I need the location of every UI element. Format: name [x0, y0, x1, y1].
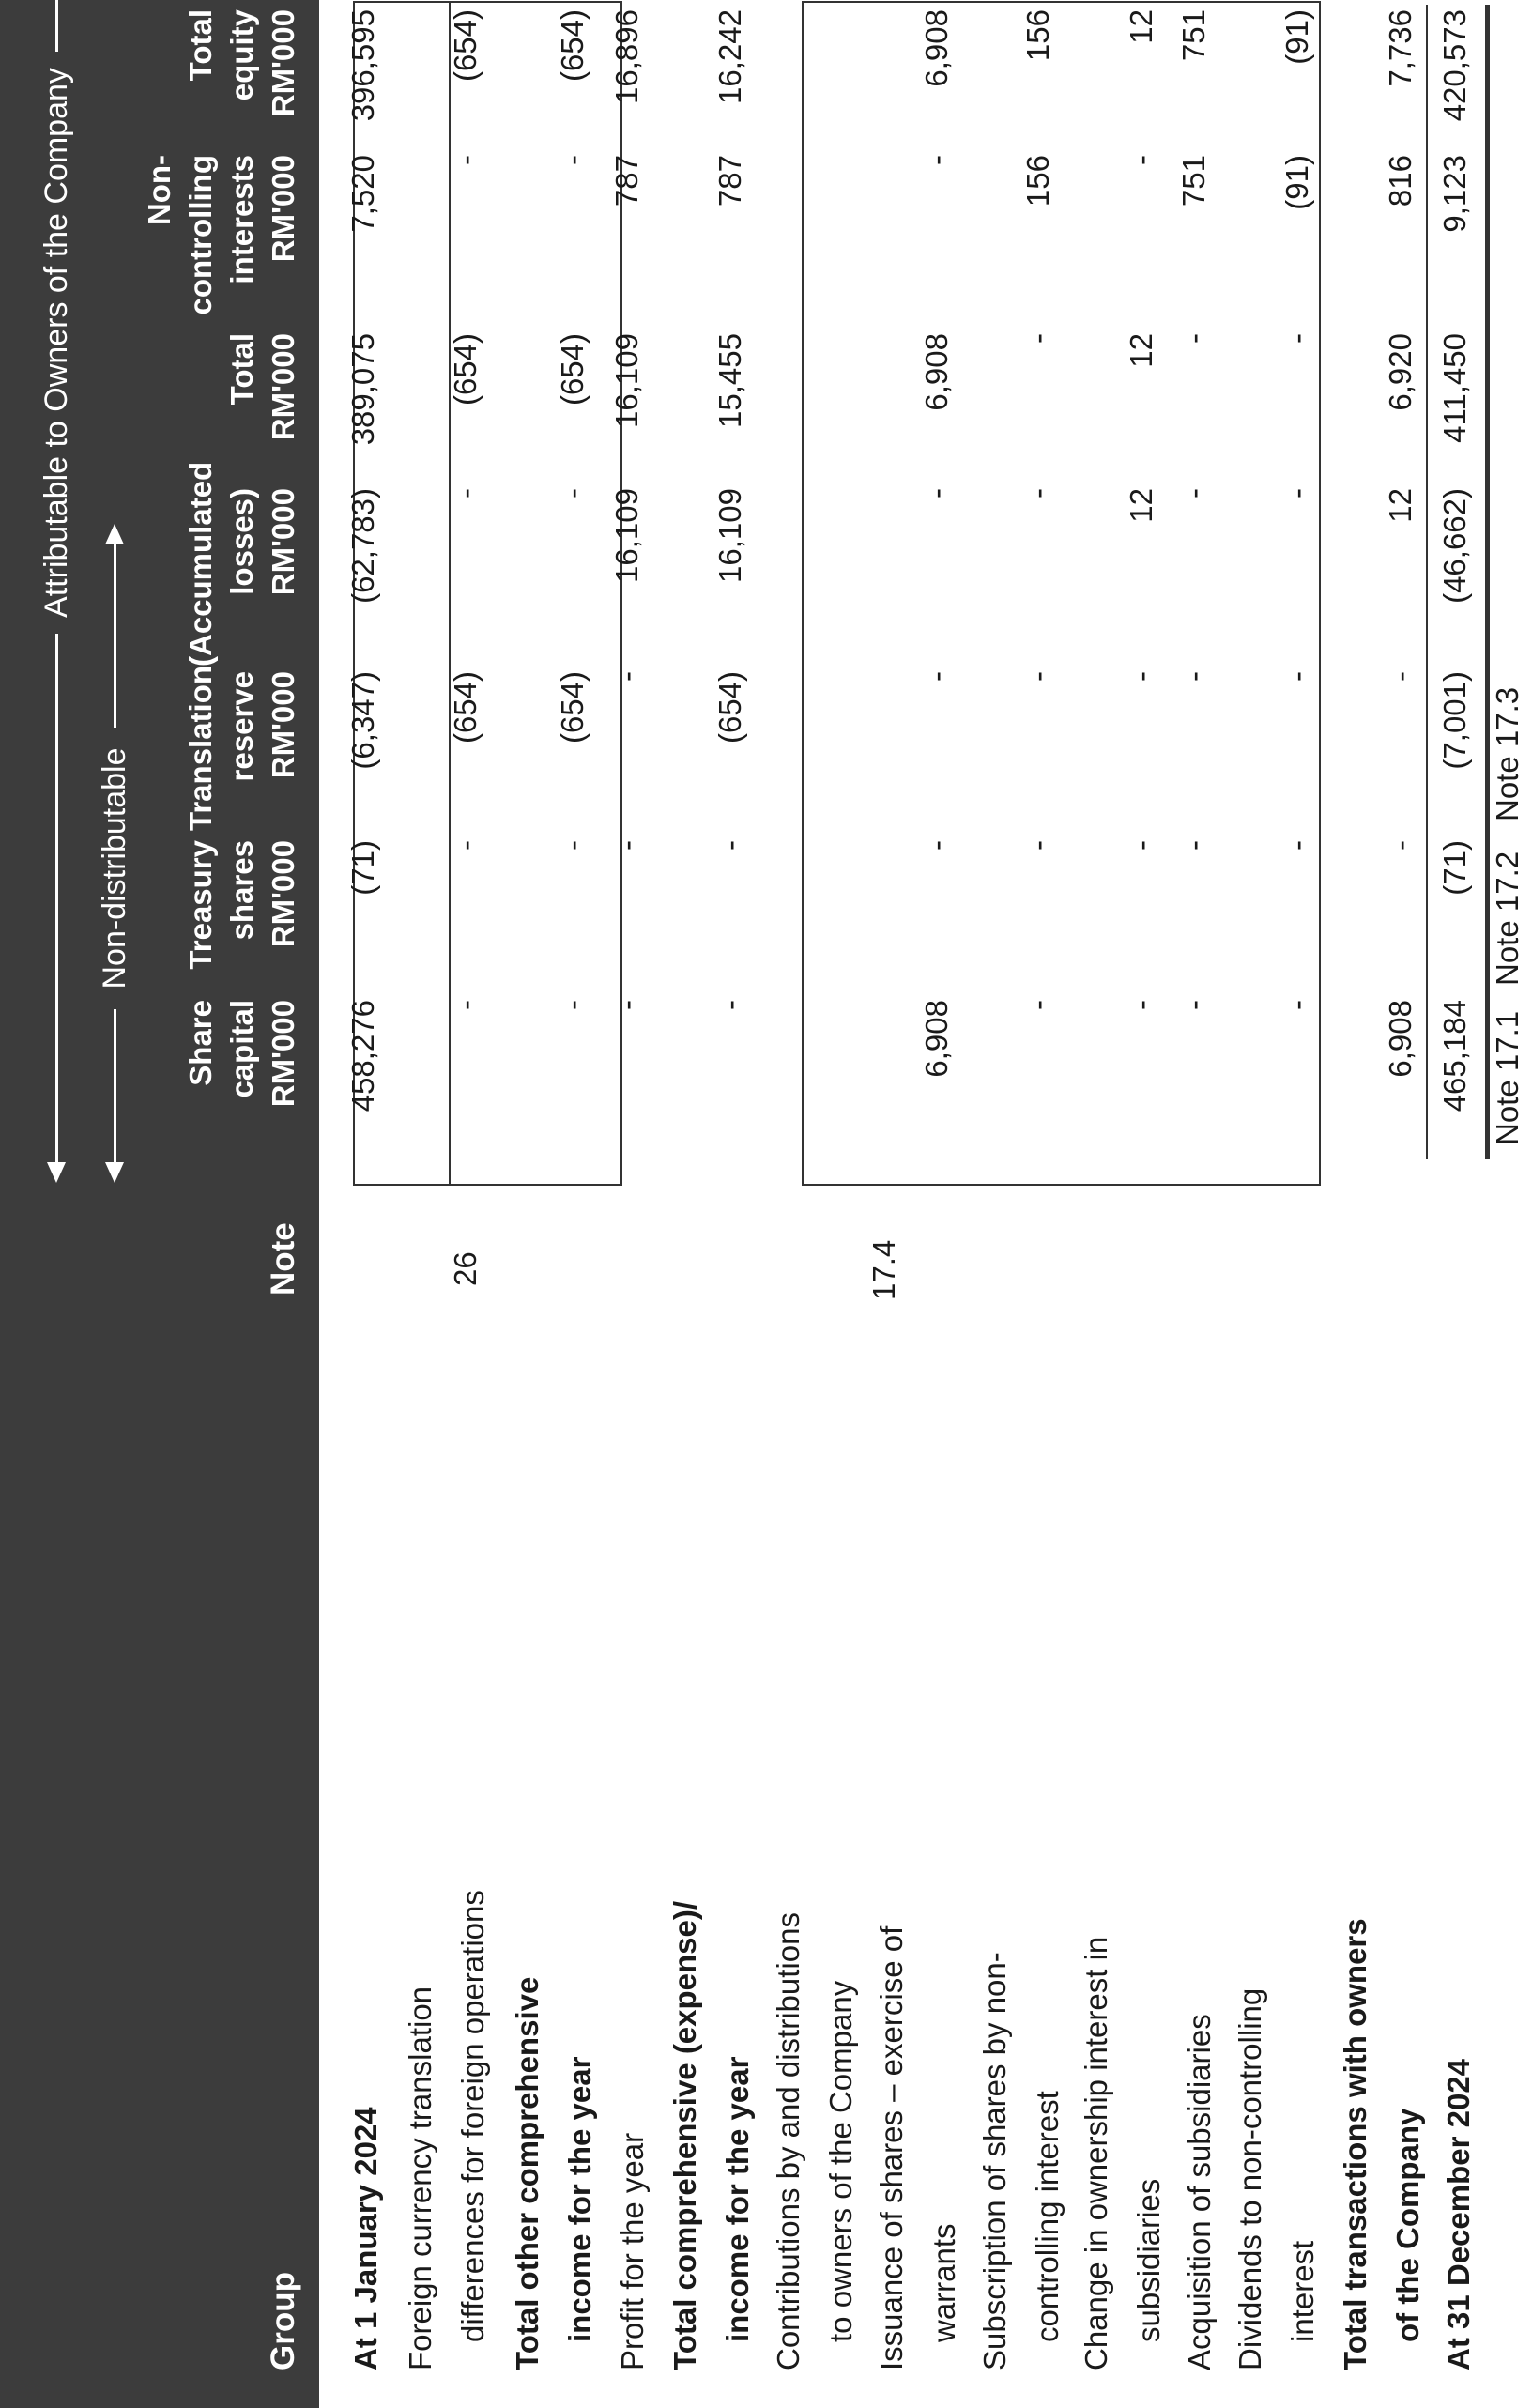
value-cell: (654): [448, 671, 483, 744]
col-header-line: Total: [224, 333, 259, 406]
nondistributable-arrow-right: [114, 540, 116, 728]
value-cell: 465,184: [1437, 1000, 1472, 1112]
row-label-text: At 31 December 2024: [1441, 2058, 1476, 2370]
row-label-text: Contributions by and distributions: [771, 1912, 805, 2370]
col-header-line: controlling: [183, 155, 218, 315]
row-label: [1173, 2014, 1226, 2370]
value-cell: -: [1176, 1000, 1211, 1010]
value-cell: -: [609, 1000, 644, 1010]
value-cell: 12: [1124, 9, 1158, 44]
nondistributable-heading: Non-distributable: [97, 747, 132, 989]
value-cell: -: [1124, 671, 1158, 682]
row-label-text: Total comprehensive (expense)/: [667, 1900, 702, 2370]
row-label-text: interest: [1285, 2240, 1320, 2342]
col-header-line: (Accumulated: [183, 461, 218, 667]
row-label-text: Foreign currency translation: [403, 1986, 437, 2370]
value-cell: -: [1176, 671, 1211, 682]
row-label-text: At 1 January 2024: [348, 2107, 383, 2370]
col-header-line: capital: [224, 1000, 259, 1098]
row-label-text: warrants: [927, 2223, 961, 2342]
row-label: [1224, 1988, 1329, 2370]
value-cell: -: [555, 155, 590, 165]
row-label-text: of the Company: [1390, 2108, 1425, 2342]
row-label: [340, 2107, 392, 2370]
value-cell: 7,736: [1383, 9, 1417, 87]
col-total-header: [222, 333, 304, 455]
value-cell: (62,783): [345, 488, 380, 604]
value-cell: 6,908: [1383, 1000, 1417, 1078]
col-header-line: Translation: [183, 665, 218, 831]
value-cell: -: [1176, 488, 1211, 498]
value-cell: -: [1020, 1000, 1055, 1010]
arrow-head-right-icon: [105, 524, 124, 544]
row-note: 17.4: [866, 1239, 901, 1300]
value-cell: 16,109: [609, 488, 644, 583]
row-label-text: income for the year: [720, 2056, 755, 2342]
value-cell: -: [1124, 840, 1158, 851]
footnote-treasury-shares: Note 17.2: [1490, 851, 1524, 986]
value-cell: -: [609, 840, 644, 851]
value-cell: -: [1279, 333, 1314, 344]
value-cell: 396,595: [345, 9, 380, 122]
value-cell: 420,573: [1437, 9, 1472, 122]
value-cell: -: [448, 1000, 483, 1010]
transactions-box: [802, 1, 1321, 1186]
row-label-text: Subscription of shares by non-: [977, 1952, 1012, 2370]
value-cell: -: [1020, 671, 1055, 682]
value-cell: 12: [1124, 488, 1158, 523]
value-cell: (91): [1279, 155, 1314, 210]
attributable-heading: Attributable to Owners of the Company: [38, 68, 74, 618]
row-label-text: to owners of the Company: [823, 1980, 858, 2342]
value-cell: (71): [1437, 840, 1472, 896]
value-cell: -: [1124, 1000, 1158, 1010]
value-cell: 816: [1383, 155, 1417, 207]
value-cell: -: [1383, 840, 1417, 851]
value-cell: (91): [1279, 9, 1314, 65]
row-label: [659, 1901, 764, 2370]
row-note: 26: [448, 1251, 483, 1286]
value-cell: 6,908: [919, 9, 954, 87]
value-cell: 787: [712, 155, 747, 207]
value-cell: -: [1124, 155, 1158, 165]
col-header-line: RM'000: [266, 9, 300, 117]
col-header-line: RM'000: [266, 671, 300, 779]
col-translation-reserve-header: [180, 665, 304, 831]
col-header-line: Treasury: [183, 840, 218, 970]
arrow-head-left-icon: [105, 1162, 124, 1183]
row-label: [1329, 1918, 1434, 2370]
value-cell: -: [448, 488, 483, 498]
value-cell: 16,896: [609, 9, 644, 104]
attributable-arrow-left: [55, 634, 58, 1169]
value-cell: -: [1279, 488, 1314, 498]
col-header-line: RM'000: [266, 488, 300, 596]
value-cell: 9,123: [1437, 155, 1472, 233]
row-label: [606, 2133, 659, 2370]
value-cell: -: [1020, 333, 1055, 344]
value-cell: (46,662): [1437, 488, 1472, 604]
value-cell: 411,450: [1437, 333, 1472, 443]
row-label-text: controlling interest: [1030, 2091, 1065, 2342]
row-label-text: Acquisition of subsidiaries: [1182, 2014, 1217, 2370]
value-cell: (654): [555, 333, 590, 406]
closing-rule: [1485, 5, 1490, 1159]
value-cell: 458,276: [345, 1000, 380, 1112]
value-cell: 16,242: [712, 9, 747, 104]
col-header-line: Share: [183, 1000, 218, 1086]
value-cell: 389,075: [345, 333, 380, 446]
value-cell: 156: [1020, 155, 1055, 207]
value-cell: (7,001): [1437, 671, 1472, 770]
col-header-line: Total: [183, 9, 218, 82]
value-cell: 16,109: [712, 488, 747, 583]
value-cell: -: [712, 840, 747, 851]
row-label-text: Profit for the year: [615, 2132, 650, 2370]
row-label-text: income for the year: [562, 2056, 597, 2342]
col-accumulated-losses-header: [180, 461, 304, 667]
value-cell: 12: [1383, 488, 1417, 523]
value-cell: -: [919, 488, 954, 498]
col-header-line: RM'000: [266, 333, 300, 441]
value-cell: -: [919, 155, 954, 165]
value-cell: (654): [448, 9, 483, 83]
value-cell: -: [609, 671, 644, 682]
attributable-arrow-right: [55, 0, 58, 52]
value-cell: -: [1279, 1000, 1314, 1010]
value-cell: -: [712, 1000, 747, 1010]
value-cell: -: [555, 488, 590, 498]
col-header-line: shares: [224, 840, 259, 941]
value-cell: 156: [1020, 9, 1055, 62]
nondistributable-arrow-left: [114, 1009, 116, 1169]
total-rule: [1426, 5, 1428, 1159]
arrow-head-left-icon: [47, 1162, 66, 1183]
value-cell: 787: [609, 155, 644, 207]
value-cell: 751: [1176, 155, 1211, 207]
value-cell: -: [1383, 671, 1417, 682]
value-cell: (71): [345, 840, 380, 896]
col-header-line: RM'000: [266, 155, 300, 263]
value-cell: 7,520: [345, 155, 380, 233]
col-header-line: equity: [224, 9, 259, 101]
col-header-line: Non-: [142, 155, 176, 226]
value-cell: (6,347): [345, 671, 380, 770]
value-cell: -: [1176, 333, 1211, 344]
col-treasury-shares-header: [180, 840, 304, 990]
col-share-capital-header: [180, 1000, 304, 1150]
note-heading: Note: [265, 1222, 301, 1296]
value-cell: 6,908: [919, 333, 954, 411]
value-cell: (654): [712, 671, 747, 744]
row-label-text: Change in ownership interest in: [1079, 1936, 1113, 2370]
value-cell: (654): [448, 333, 483, 406]
value-cell: 12: [1124, 333, 1158, 368]
value-cell: -: [555, 1000, 590, 1010]
value-cell: -: [1279, 840, 1314, 851]
value-cell: 15,455: [712, 333, 747, 428]
value-cell: -: [555, 840, 590, 851]
row-label-text: Issuance of shares – exercise of: [874, 1925, 909, 2370]
row-label: [969, 1952, 1074, 2370]
value-cell: -: [1020, 488, 1055, 498]
row-label-text: Total other comprehensive: [510, 1976, 544, 2370]
col-header-line: RM'000: [266, 1000, 300, 1108]
footnote-translation-reserve: Note 17.3: [1490, 686, 1524, 821]
col-header-line: RM'000: [266, 840, 300, 948]
value-cell: 751: [1176, 9, 1211, 62]
row-label-text: differences for foreign operations: [455, 1890, 490, 2342]
row-label-text: Total transactions with owners: [1338, 1918, 1372, 2370]
col-noncontrolling-header: [139, 155, 304, 319]
value-cell: 6,908: [919, 1000, 954, 1078]
value-cell: -: [1279, 671, 1314, 682]
col-header-line: reserve: [224, 671, 259, 782]
row-label: [866, 1926, 971, 2370]
row-label: [394, 1890, 499, 2370]
value-cell: -: [1020, 840, 1055, 851]
group-heading: Group: [265, 2272, 301, 2370]
row-label: [501, 1977, 606, 2370]
value-cell: 16,109: [609, 333, 644, 428]
row-label-text: Dividends to non-controlling: [1233, 1987, 1267, 2370]
value-cell: -: [1176, 840, 1211, 851]
row-label: [1070, 1937, 1175, 2370]
value-cell: (654): [555, 9, 590, 83]
value-cell: (654): [555, 671, 590, 744]
value-cell: -: [448, 840, 483, 851]
value-cell: -: [919, 671, 954, 682]
row-label: [762, 1912, 867, 2370]
footnote-share-capital: Note 17.1: [1490, 1010, 1524, 1145]
value-cell: -: [919, 840, 954, 851]
col-total-equity-header: [180, 9, 304, 150]
col-header-line: interests: [224, 155, 259, 284]
row-label-text: subsidiaries: [1131, 2178, 1166, 2342]
value-cell: 6,920: [1383, 333, 1417, 411]
col-header-line: losses): [224, 488, 259, 595]
value-cell: -: [448, 155, 483, 165]
row-label: [1432, 2059, 1485, 2370]
